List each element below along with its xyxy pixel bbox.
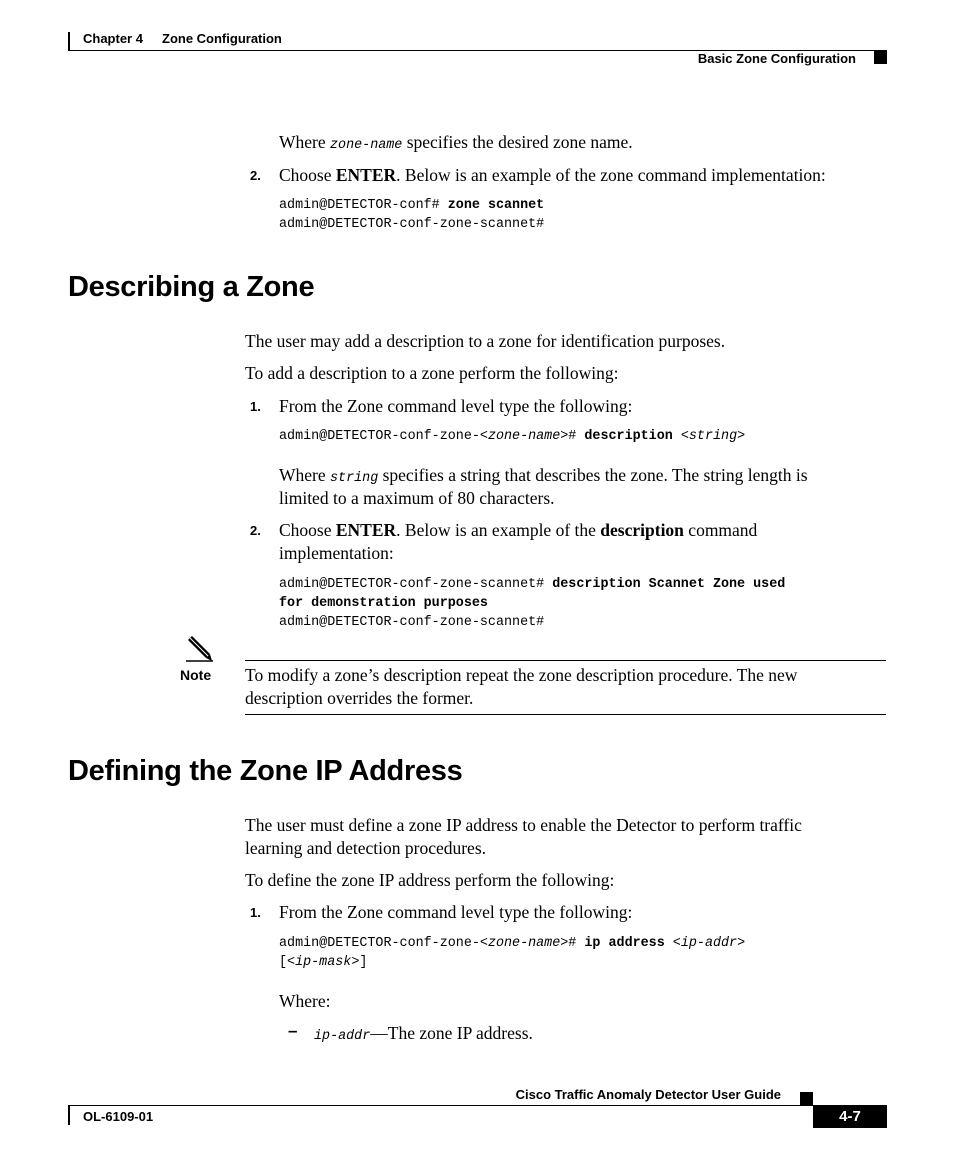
- step-number: 2.: [250, 168, 261, 183]
- step-number: 1.: [250, 399, 261, 414]
- note-top-rule: [245, 660, 886, 661]
- note-bottom-rule: [245, 714, 886, 715]
- code-block: admin@DETECTOR-conf# zone scannet admin@DETECTOR-conf-zone-scannet#: [279, 198, 545, 232]
- bullet-dash: –: [288, 1021, 298, 1040]
- page-number-box: [813, 1105, 887, 1128]
- section-heading: Describing a Zone: [68, 271, 315, 303]
- where-zone-name: Where zone-name specifies the desired zone name.: [279, 132, 633, 153]
- header-marker-block: [874, 51, 887, 64]
- bullet-item: ip-addr—The zone IP address.: [314, 1023, 533, 1044]
- section-heading: Defining the Zone IP Address: [68, 755, 463, 787]
- paragraph-cont: learning and detection procedures.: [245, 838, 487, 858]
- note-text-cont: description overrides the former.: [245, 688, 474, 708]
- footer-marker-block: [800, 1092, 813, 1105]
- header-left-tick: [68, 32, 70, 51]
- where-string-cont: limited to a maximum of 80 characters.: [279, 488, 555, 508]
- code-block: admin@DETECTOR-conf-zone-<zone-name># ip address <ip-addr> [<ip-mask>]: [279, 936, 746, 970]
- step-number: 1.: [250, 905, 261, 920]
- guide-title: Cisco Traffic Anomaly Detector User Guide: [515, 1087, 781, 1102]
- where-label: Where:: [279, 991, 331, 1011]
- page-number: 4-7: [839, 1108, 861, 1125]
- note-label: Note: [180, 667, 212, 683]
- pencil-icon: [184, 634, 214, 662]
- footer-rule: [68, 1105, 887, 1106]
- code-block: admin@DETECTOR-conf-zone-<zone-name># description <string>: [279, 429, 746, 444]
- chapter-label: Chapter 4: [83, 31, 143, 46]
- paragraph: The user may add a description to a zone for identification purposes.: [245, 331, 726, 351]
- code-block: admin@DETECTOR-conf-zone-scannet# description Scannet Zone used for demonstration purposes admin@DETECTOR-conf-zone-scannet#: [279, 577, 786, 630]
- paragraph: The user must define a zone IP address to enable the Detector to perform traffic: [245, 815, 802, 835]
- note-text: To modify a zone’s description repeat the zone description procedure. The new: [245, 665, 798, 685]
- step-text: Choose ENTER. Below is an example of the zone command implementation:: [279, 165, 826, 185]
- footer-left-tick: [68, 1105, 70, 1125]
- step-number: 2.: [250, 523, 261, 538]
- paragraph: To define the zone IP address perform the following:: [245, 870, 615, 890]
- paragraph: To add a description to a zone perform the following:: [245, 363, 619, 383]
- doc-number: OL-6109-01: [83, 1109, 154, 1124]
- step-text: From the Zone command level type the following:: [279, 396, 633, 416]
- step-text: Choose ENTER. Below is an example of the description command: [279, 520, 758, 540]
- section-title: Basic Zone Configuration: [697, 51, 856, 66]
- where-string: Where string specifies a string that describes the zone. The string length is: [279, 465, 808, 486]
- step-text-cont: implementation:: [279, 543, 394, 563]
- chapter-title: Zone Configuration: [162, 31, 282, 46]
- step-text: From the Zone command level type the following:: [279, 902, 633, 922]
